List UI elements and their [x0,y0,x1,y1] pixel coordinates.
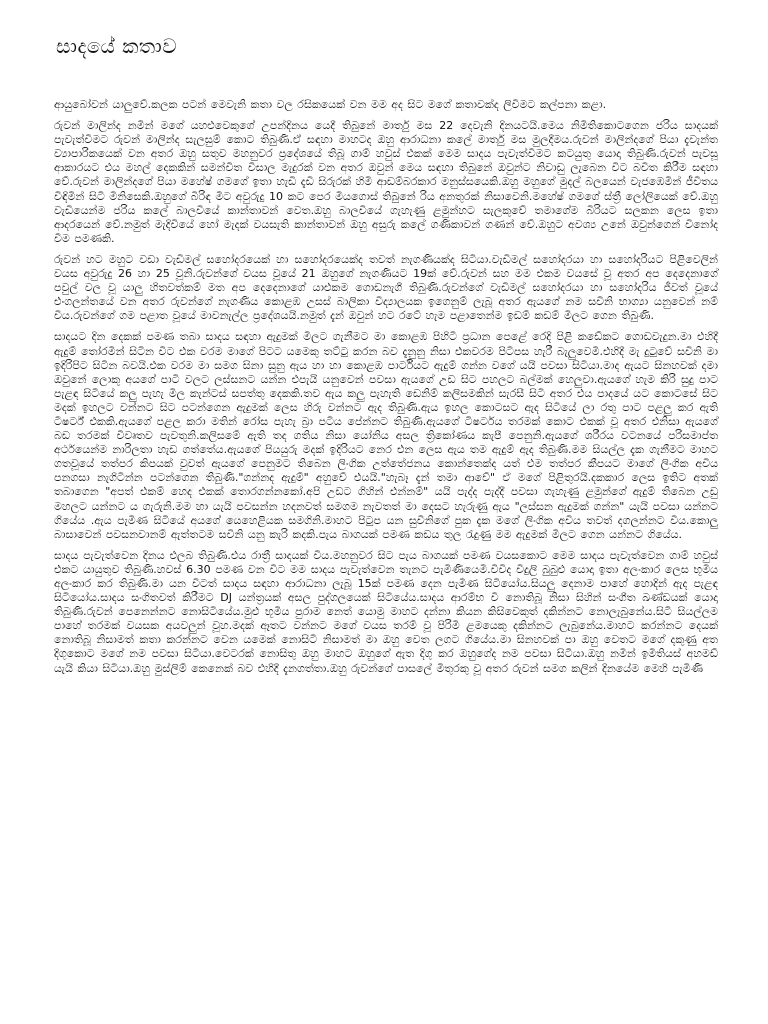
paragraph-4: සාදයට දින දෙකක් පමණ තබා සාදය සඳහා ඇදුමක් මිලට ගැනීමට මා කොළඹ පිහිටි ප්‍රධාන පෙළේ රෙදි පිළි කඩේකට ගොඩවැදුන.මා එහිදී ඇදුම් තෝරමින් සිටින විට එක වරම මාගේ පිටට යමෙකු තට්ටු කරන බව දැනුනු නිසා එකවරම පිටිපස හැරී බැලුවෙමි.එහිදී මැ දුටුවේ සවිනි මා ඉදිරිපිට සිටින බවයි.එක වරම මා සමග සිනා සුනු ඇය හා හා කොළඹ පාර්ටියට ඇදුම් ගන්න වගේ යයි පවසා සිටියා.මාද ඇයට සිනහවක් දමා ඔවුනේ ලොකු අයගේ පාටි වලට ලස්සනට යන්න එපැයි යනුවෙන් පවසා ඇයගේ උඩ සිට පහලට බල්මක් හෙලුවා.ඇයගේ හැම කිරි සුදු පාට පැළඳ සිටියේ කලු පැහැ මිල කැන්ටස් සපත්තු දෙකකි.තව ඇය කලු පැහැති ඩෙනිම් කලිසමකින් සැරසී සිටි අතර එය පාදයේ යට කොටසේ සිට මදක් ඉහලට වන්නට සිට පටන්ගෙන ඇදුමක් ලෙස හිරු වන්නට ඇද තිබුණි.ඇය ඉහල කොටසට ඇද සිටියේ ලා රතු පාට පළලු කර ඇති ටීෂර්ට් එකකි.ඇයගේ පළල කරා මතින් රෝස පැහැ බ්‍රා පටිය පේන්නට තිබුණි.ඇයගේ ටිෂර්ටය තරමක් කොට එකක් වූ අතර එනිසා ඇයගේ බඩ තරමක් විවෘතව පැවතුනි.කලිසමේ ඇති තද ගතිය නිසා යෝනිය අසල ත්‍රිකෝණය කැපී පෙනුනි.ඇයගේ ශරීරය වටනයේ පරිසමාප්ත අර්ථයෙන්ම නාරිලතා හැඩ ගත්තේය.ඇයගේ පියයුරු මදක් ඉදිරියට නෙර එන ලෙස ඇය තම ඇදුම් ඇද තිබුණි.මම සියල්ල දැක ගැනීමට මාහට ගතවූයේ තත්පර කිපයක් වුවත් ඇයගේ පෙනුමට තිබෙන ලිංගික උත්තේජනය කොන්තෙක්ද යත් එම තත්පර කීපයට මාගේ ලිංගික අවිය පනගසා නැගිටින්න පටන්ගෙන තිබුණි."ගන්නද ඇදුම්" අහුවේ එයයි."හැබෑ දැන් තමා ආවේ" ඒ මගේ පිළිතුරයි.දකකාර ලෙස ඉතිට අතක් තබාගෙන "අපත් එකම් හෙද එකක් තොරගන්නකෝ.අපි උඩට ගිහින් එන්නම්" යයි පැද්ද පැද්දී පවසා ගැහැණු ළමුන්ගේ ඇදුම් තිබෙන උඩු මහලට යන්නට ය ගැරුනි.මම හා යැයි පවසන්න හදනවත් සමගම නැවතත් මා දෙසට හැරුණු ඇය "ලස්සන ඇදුමක් ගන්න" යැයි පවසා යන්නට ගියේය .ඇය පැමිණ සිටියේ අයගේ යෙහෙළියක සමගිනි.මාහට පිටුප යන සුවිනිගේ පුක දැක මගේ ලිංගික අවිය තවත් දගලන්නට විය.කොලු බාසාවෙන් පවසනවානම් ඇත්තටම සවිනි යනු කැරි කදකි.පැය බාගයක් පමණ කඩය තුල රැදුණු මම ඇදුමක් මිලට ගෙන යන්නට ගියේය. [54,330,718,541]
story-body [54,98,718,683]
paragraph-1: ආයුබෝවන් යාලුවේ.කලක පටන් මෙවැනි කතා වල රසිකයෙක් වන මම අද සිට මගේ කතාවක්ද ලිවීමට කල්පනා කළා. [54,98,607,111]
page-title: සාදයේ කතාව [56,34,178,58]
paragraph-3: රුවන් හට මහුට වඩා වැඩිමල් සහෝදරයෙක් හා සහෝදරයෙක්ද තවත් නැගණියක්ද සිටියා.වැඩිමල් සහෝදරයා හා සහෝදරියට පිළිවෙලින් වයස අවුරුදු 26 හා 25 වූනි.රුවන්ගේ වයස වූයේ 21 ඔහුගේ නැගණියට 19ක් වේ.රුවන් සහ මම එකම වයසේ වූ අතර අප දෙදෙනාගේ පවුල් වල වූ යාලු හිතවත්කම් මත අප දෙදෙනාගේ යාළුකම ගොඩනැගී තිබුණි.රුවන්ගේ වැඩිමල් සහෝදරයා හා සහෝදරිය ජීවත් වූයේ එංගලන්තයේ වන අතර රුවන්ගේ නැගණිය කොළඹ උසස් බාලිකා විද්‍යාලයක ඉගෙනුම් ලැබූ අතර ඇයගේ නම සවිනි භාග්‍යා යනුවෙන් නම් විය.රුවන්ගේ ගම පළාත වූයේ මාවනැල්ල ප්‍රදේශයයි.නමුත් දැන් ඔවුන් හට රටේ හැම පළාතෙන්ම ඉඩම් කඩම් මිලට ගෙන තිබුණි. [54,252,718,323]
paragraph-2: රුවන් මාලින්ද නමින් මගේ යහළුවෙකුගේ උපන්දිනය යෙදී තිබුනේ මාර්තු මස 22 දෙවැනි දිනයටයි.මෙය නිමිතිකොටගෙන ජරිය සාදයක් පැවැත්වීමට රුවන් මාලින්ද සැලසුම් කොට තිබුණි.ඒ සඳහා මාහටද ඔහු ආරාධනා කලේ මාර්තු මස මුලදීමය.රුවන් මාලින්දගේ පියා දැවැන්ත ව්‍යාපාරිකයෙක් වන අතර ඔහු සතුව මහනුවර ප්‍රදේශයේ තිබූ ගාම් හවුස් එකක් මෙම සාදය පැවැත්වීමට කටයුතු යොදා තිබුණි.රුවන් පැවසූ ආකාරයට එය මහල් දෙකකින් සමන්විත විසාල මැදුරක් වන අතර ඔවුන් මෙය සඳහා තිබුනේ ඔවුන්ට නිවාඩු ලැබෙන විට බවිත කිරීම සඳහා වේ.රුවන් මාලින්දගේ පියා මහේෂ් ගමගේ ඉතා හැඩි දැඩි සිරුරක් හිමි ආඩම්බරකාර මනුස්සයෙකි.ඔහු මහුගේ මුදල් බලයෙන් වැජඹෙමින් ජීවිතය විඳිමින් සිටි මිනිසෙකි.ඔහුගේ බිරිඳ මීට අවුරුදු 10 කට පෙර මියගොස් තිබුනේ රිය අනතුරක් නිසාවෙනි.මහේෂ් ගමගේ ස්ත්‍රී ලෝලියෙක් වේ.ඔහු වැඩියෙන්ම ජරිය කලේ බාලවියේ කාන්තාවන් වෙත.ඔහු බාලවියේ ගැහැණු ළමුන්හට සැලකුවේ තමාගේම බිරියට සලකන ලෙස ඉතා ආදරයෙන් වේ.නමුත් මැදිවියේ හෝ මැදක් වයසැති කාන්තාවන් ඔහු අසුරු කලේ ගණිකාවන් ගණන් වේ.ඔහුට අවශ්‍ය උනේ ඔවුන්ගෙන් විනෝද වීම පමණකි. [54,119,718,245]
watermark: s [148,425,269,563]
paragraph-5: සාදය පැවැත්වෙන දිනය එලබ තිබුණි.එය රාත්‍රී සාදයක් විය.මහනුවර සිට පැය බාගයක් පමණ වයසකොට මෙම සාදය පැවැත්වෙන ගාම් හවුස් එකට යායුතුව තිබුණි.හවස් 6.30 පමණ වන විට මම සාදය පැවැත්වෙන තැනට පැමිණියෙමි.විවිද විදුලි බුබුළු යොදා ඉතා අලංකාර ලෙස භූමිය අලංකාර කර තිබුණි.මා යන විටත් සාදය සඳහා ආරාධනා ලැබූ 15ක් පමණ දෙන පැමිණ සිටියෝය.සියලු දෙනාම පාහේ හොදින් ඇද පැළඳ සිටියෝය.සාදය සංගිතවත් කිරීමට DJ යන්ත්‍රයක් අසල පුද්ගලයෙක් සිටියේය.සාදය ආරම්භ වී නොතිබූ නිසා සිහින් සංගීත ඛණ්ඩයක් යොදා තිබුණි.රුවන් පෙනෙන්නට නොසිටියේය.මුළු භූමිය පුරාම නෙත් යොමු මාහට දන්නා කියන කිසිවෙකුත් දකින්නට නොලැබුනේය.සිටි සියල්ලම පාහේ තරමක් වයසක අයවලුන් වූහ.මදක් ඈතට වන්නට මගේ වයස තරම් වූ පිරිමි ළමයෙකු දකින්නට ලැබුනේය.මාහට කරන්නට දෙයක් නොතිබූ නිසාමත් කතා කරන්නට වෙන යමෙක් නොසිටි නිසාමත් මා ඔහු වෙත ලගට ගියේය.මා සිනහවක් පා ඔහු වෙතට මගේ දකුණු අත දිගුකොට මගේ නම පවසා සිටියා.වෙටරක් නොසිතු ඔහු මාහට ඔහුගේ ඇත දිගු කර ඔහුගේද නම පවසා සිටියා.ඔහු නමින් ඉමිතියස් අහමඩ් යැයි කියා සිටියා.ඔහු මුස්ලිම් කෙනෙක් බව එහිදී දැනගත්තා.ඔහු රුවන්ගේ පාසලේ මිතුරකු වූ අතර රුවන් සමග කලින් දිනයේම මෙහි පැමිණි [54,548,718,675]
